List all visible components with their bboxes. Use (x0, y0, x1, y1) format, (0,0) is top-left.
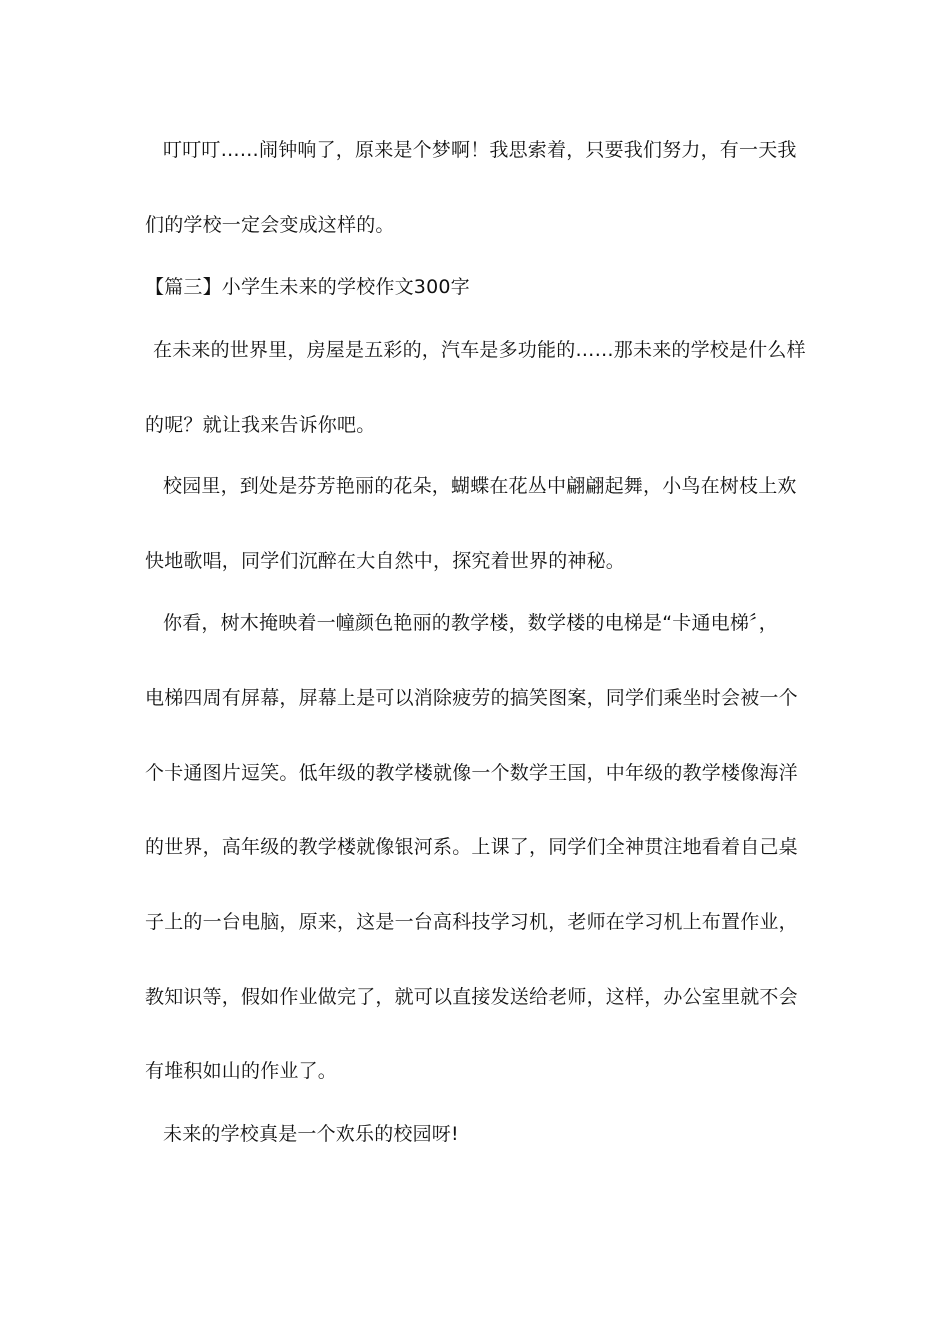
paragraph-4-line-1: 你看，树木掩映着一幢颜色艳丽的教学楼，数学楼的电梯是“卡通电梯〞， (163, 612, 778, 634)
paragraph-3-line-1: 校园里，到处是芬芳艳丽的花朵，蝴蝶在花丛中翩翩起舞，小鸟在树枝上欢 (163, 475, 797, 497)
paragraph-1-line-2: 们的学校一定会变成这样的。 (145, 214, 395, 236)
paragraph-2-line-1: 在未来的世界里，房屋是五彩的，汽车是多功能的……那未来的学校是什么样 (153, 339, 806, 361)
paragraph-4-line-5: 子上的一台电脑，原来，这是一台高科技学习机，老师在学习机上布置作业， (145, 911, 798, 933)
paragraph-5-line-1: 未来的学校真是一个欢乐的校园呀! (163, 1123, 459, 1145)
paragraph-4-line-6: 教知识等，假如作业做完了，就可以直接发送给老师，这样，办公室里就不会 (145, 986, 798, 1008)
section-heading: 【篇三】小学生未来的学校作文300字 (145, 276, 470, 298)
paragraph-4-line-3: 个卡通图片逗笑。低年级的教学楼就像一个数学王国，中年级的教学楼像海洋 (145, 762, 798, 784)
paragraph-2-line-2: 的呢？就让我来告诉你吧。 (145, 414, 376, 436)
paragraph-4-line-7: 有堆积如山的作业了。 (145, 1060, 338, 1082)
paragraph-4-line-2: 电梯四周有屏幕，屏幕上是可以消除疲劳的搞笑图案，同学们乘坐时会被一个 (145, 687, 798, 709)
paragraph-4-line-4: 的世界，高年级的教学楼就像银河系。上课了，同学们全神贯注地看着自己桌 (145, 836, 798, 858)
paragraph-1-line-1: 叮叮叮……闹钟响了，原来是个梦啊！我思索着，只要我们努力，有一天我 (163, 139, 797, 161)
paragraph-3-line-2: 快地歌唱，同学们沉醉在大自然中，探究着世界的神秘。 (145, 550, 626, 572)
